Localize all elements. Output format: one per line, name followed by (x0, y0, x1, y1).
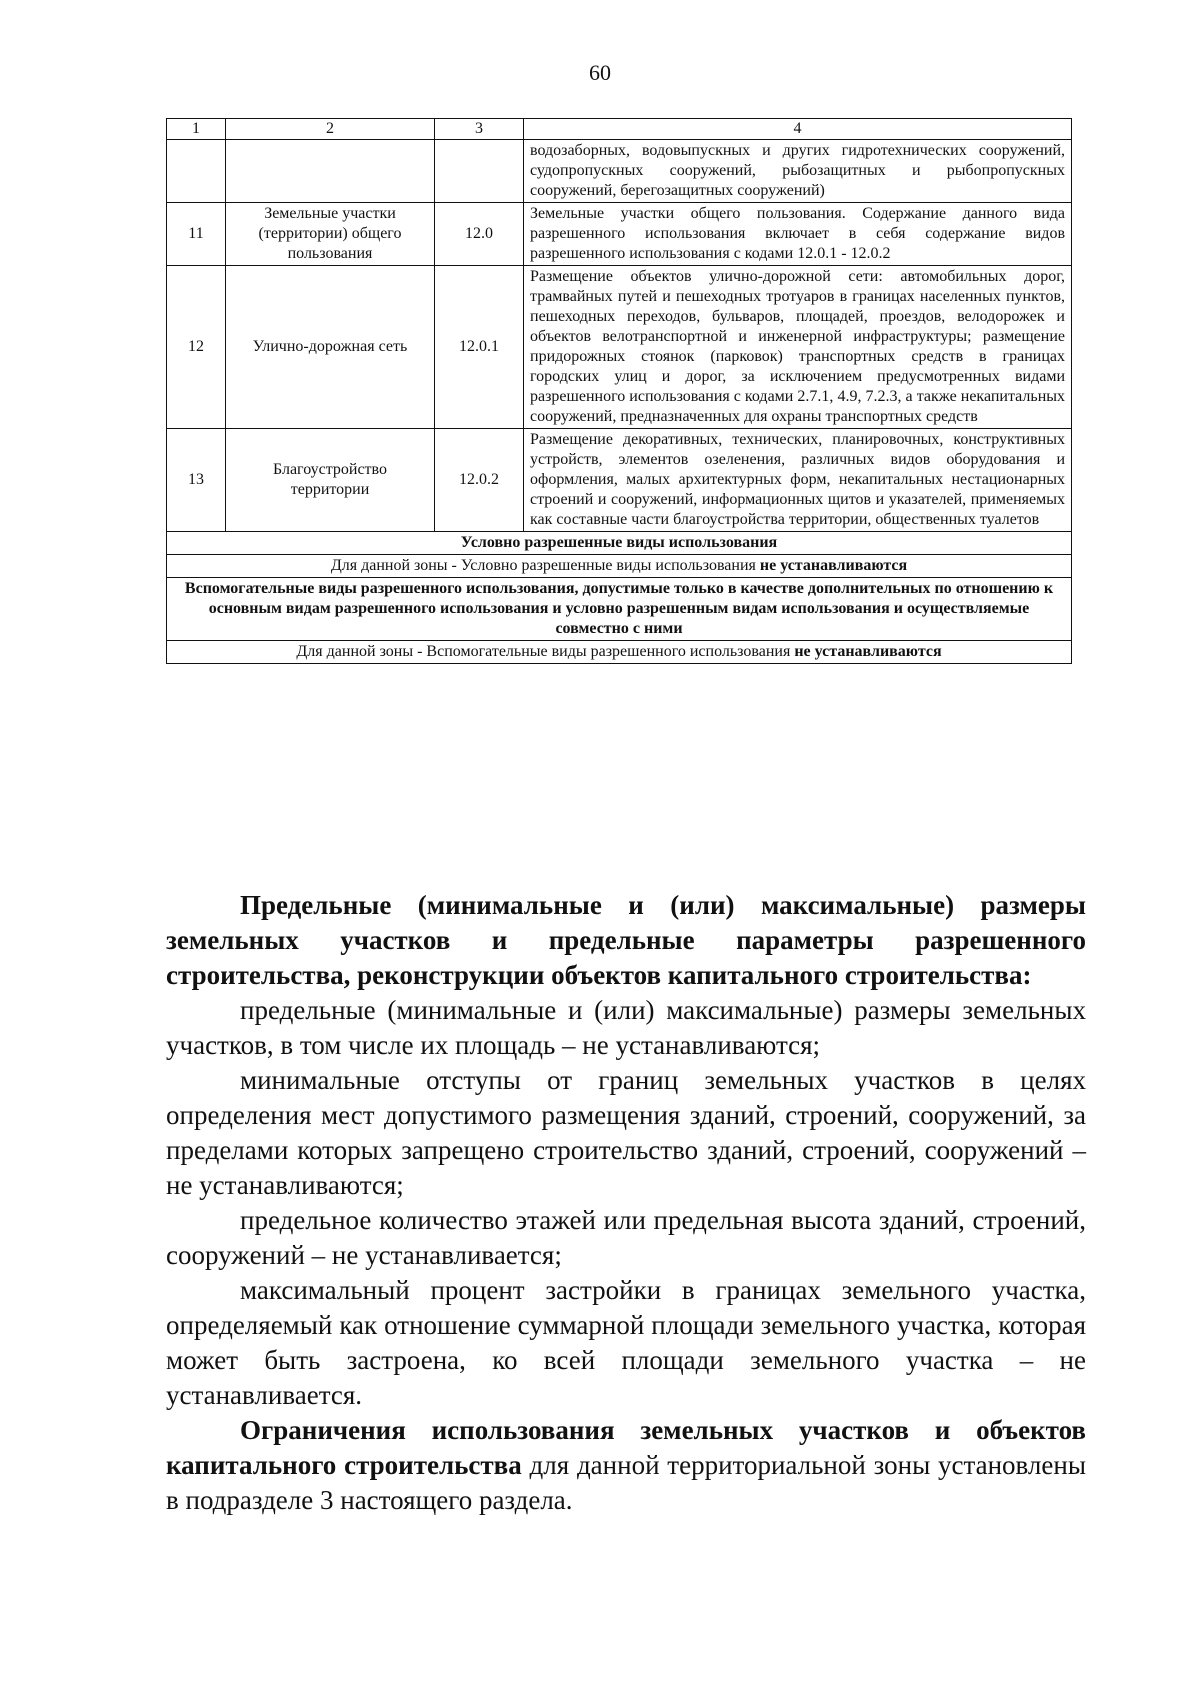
table-row (167, 266, 1072, 429)
section-header-row (167, 532, 1072, 555)
use-description: Земельные участки общего пользования. Содержание данного вида разрешенного использования включает в себя содержание видов разрешенного использования с кодами 12.0.1 - 12.0.2 (524, 203, 1072, 266)
row-number: 12 (167, 266, 226, 429)
use-name (226, 140, 435, 203)
use-code: 12.0.2 (435, 429, 524, 532)
paragraph: максимальный процент застройки в границах земельного участка, определяемый как отношение суммарной площади земельного участка, которая может быть застроена, ко всей площади земельного участка – не устанавливается. (166, 1275, 1086, 1410)
auxiliary-uses-title: Вспомогательные виды разрешенного использования, допустимые только в качестве дополнительных по отношению к основным видам разрешенного использования и условно разрешенным видам использования и осуществляемые совместно с ними (167, 578, 1072, 641)
limits-section (166, 888, 1086, 1518)
use-code: 12.0 (435, 203, 524, 266)
table-row (167, 429, 1072, 532)
column-header: 1 (167, 119, 226, 140)
paragraph: минимальные отступы от границ земельных участков в целях определения мест допустимого размещения зданий, строений, сооружений, за пределами которых запрещено строительство зданий, строений, сооружений – не устанавливаются; (166, 1065, 1086, 1200)
restrictions-bold: Ограничения использования земельных участков и объектов капитального строительства (166, 1415, 1086, 1480)
column-header: 3 (435, 119, 524, 140)
conditional-uses-title: Условно разрешенные виды использования (167, 532, 1072, 555)
auxiliary-note-bold: не устанавливаются (794, 643, 942, 660)
note-row (167, 641, 1072, 664)
use-name: Благоустройство территории (226, 429, 435, 532)
table-row (167, 203, 1072, 266)
table-row (167, 140, 1072, 203)
conditional-note-prefix: Для данной зоны - Условно разрешенные виды использования (330, 557, 756, 574)
use-description: Размещение объектов улично-дорожной сети: автомобильных дорог, трамвайных путей и пешеходных тротуаров в границах населенных пунктов, пешеходных переходов, бульваров, площадей, проездов, велодорожек и объектов велотранспортной и инженерной инфраструктуры; размещение придорожных стоянок (парковок) транспортных средств в границах городских улиц и дорог, за исключением предусмотренных видами разрешенного использования с кодами 2.7.1, 4.9, 7.2.3, а также некапитальных сооружений, предназначенных для охраны транспортных средств (524, 266, 1072, 429)
row-number (167, 140, 226, 203)
auxiliary-uses-note (167, 641, 1072, 664)
conditional-uses-note (167, 555, 1072, 578)
use-code (435, 140, 524, 203)
use-description: водозаборных, водовыпускных и других гидротехнических сооружений, судопропускных сооружений, рыбозащитных и рыбопропускных сооружений, берегозащитных сооружений) (524, 140, 1072, 203)
restrictions-paragraph (166, 1413, 1086, 1518)
use-description: Размещение декоративных, технических, планировочных, конструктивных устройств, элементов озеленения, различных видов оборудования и оформления, малых архитектурных форм, некапитальных нестационарных строений и сооружений, информационных щитов и указателей, применяемых как составные части благоустройства территории, общественных туалетов (524, 429, 1072, 532)
restrictions-rest: для данной территориальной зоны установлены в подразделе 3 настоящего раздела. (166, 1450, 1086, 1515)
note-row (167, 555, 1072, 578)
row-number: 11 (167, 203, 226, 266)
conditional-note-bold: не устанавливаются (759, 557, 908, 574)
auxiliary-note-prefix: Для данной зоны - Вспомогательные виды разрешенного использования (296, 643, 791, 660)
paragraph: предельное количество этажей или предельная высота зданий, строений, сооружений – не устанавливается; (166, 1205, 1086, 1270)
limits-heading: Предельные (минимальные и (или) максимальные) размеры земельных участков и предельные параметры разрешенного строительства, реконструкции объектов капитального строительства: (166, 890, 1086, 990)
column-header: 4 (524, 119, 1072, 140)
column-header: 2 (226, 119, 435, 140)
section-header-row (167, 578, 1072, 641)
page-number: 60 (589, 60, 611, 85)
use-code: 12.0.1 (435, 266, 524, 429)
use-name: Улично-дорожная сеть (226, 266, 435, 429)
row-number: 13 (167, 429, 226, 532)
table-header-row (167, 119, 1072, 140)
paragraph: предельные (минимальные и (или) максимальные) размеры земельных участков, в том числе их площадь – не устанавливаются; (166, 995, 1086, 1060)
land-use-table (166, 118, 1072, 664)
use-name: Земельные участки (территории) общего пользования (226, 203, 435, 266)
